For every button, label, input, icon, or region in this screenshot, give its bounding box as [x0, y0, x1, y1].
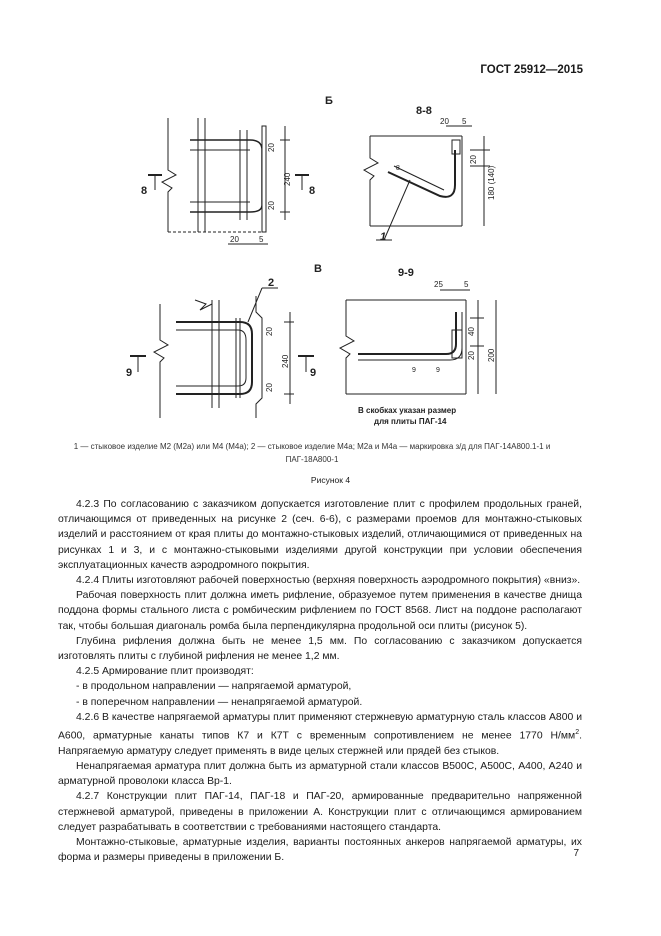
section-9-9: [340, 267, 496, 426]
dim-40-99: 40: [467, 327, 476, 336]
p426-superscript: 2: [575, 729, 580, 737]
dim-20-b2: 20: [267, 201, 276, 210]
slab-edge-88: [364, 136, 378, 226]
p426-part-a: 4.2.6 В качестве напрягаемой арматуры плит применяют стержневую арматурную сталь классов А800 и А600, арматурные канаты типов К7 и К7Т с временным сопротивлением не менее 1770 Н/мм: [58, 711, 582, 742]
mark-9-99b: 9: [436, 367, 440, 374]
dim-20-b3: 20: [230, 235, 239, 244]
section-8-8: [364, 105, 496, 243]
figure-caption: [42, 440, 582, 466]
paragraph-4-2-6: [58, 710, 582, 759]
break-top-v: [195, 300, 212, 310]
paragraph-ribbing: Рабочая поверхность плит должна иметь рифление, образуемое путем применения в качестве днища поддона формы стального листа с ромбическим рифлением по ГОСТ 8568. Лист на поддоне располагают так, чтобы большая диагональ ромба была перпендикулярна продольной оси плиты (рисунок 5).: [58, 590, 582, 632]
slab-edge-99: [340, 300, 354, 394]
paragraph-4-2-5: 4.2.5 Армирование плит производят:: [76, 666, 254, 678]
list-item-transverse: - в поперечном направлении — ненапрягаемой арматурой.: [76, 696, 363, 708]
caption-line-2: ПАГ-18А800-1: [285, 455, 339, 464]
mark-8-88: 8: [396, 165, 400, 172]
paragraph-4-2-4: 4.2.4 Плиты изготовляют рабочей поверхностью (верхняя поверхность аэродромного покрытия) «вниз».: [76, 575, 581, 587]
dim-20-88v: 20: [469, 155, 478, 164]
caption-line-1: 1 — стыковое изделие М2 (М2а) или М4 (М4а); 2 — стыковое изделие М4а; М2а и М4а — маркировка з/д для ПАГ-14А800.1-1 и: [73, 442, 551, 451]
dim-240-b: 240: [283, 172, 292, 186]
leader-1: [384, 180, 410, 240]
dim-20-v1: 20: [265, 327, 274, 336]
note-line-1: В скобках указан размер: [358, 406, 457, 415]
dim-180-88: 180 (140): [487, 165, 496, 200]
dim-20-v2: 20: [265, 383, 274, 392]
label-v: В: [314, 263, 322, 275]
label-b: Б: [325, 95, 333, 107]
embed-rod-88: [388, 150, 455, 197]
embed-rod2-99: [358, 312, 462, 360]
mark-9-99a: 9: [412, 367, 416, 374]
dim-20-99: 20: [467, 351, 476, 360]
leader-2-line: [248, 288, 262, 322]
dim-240-v: 240: [281, 354, 290, 368]
embed-part-b: [190, 140, 262, 212]
cut-8-right: 8: [309, 185, 316, 197]
paragraph-non-prestressed: Ненапрягаемая арматура плит должна быть из арматурной стали классов В500С, А500С, А400, А240 и арматурной проволоки класса Вр-1.: [58, 760, 582, 788]
dim-5-b: 5: [259, 235, 264, 244]
cut-9-left: 9: [126, 367, 133, 379]
dim-5-99: 5: [464, 280, 469, 289]
label-9-9: 9-9: [398, 267, 414, 279]
paragraph-4-2-7: 4.2.7 Конструкции плит ПАГ-14, ПАГ-18 и ПАГ-20, армированные предварительно напряженной стержневой арматурой, приведены в приложении А. Конструкции плит с отличающимся армированием следует разрабатывать в соответствии с требованиями настоящего стандарта.: [58, 791, 582, 833]
cut-8-left: 8: [141, 185, 148, 197]
page-number: 7: [573, 848, 579, 859]
figure-title: Рисунок 4: [310, 475, 351, 485]
callout-2: 2: [268, 277, 275, 289]
dim-20-88: 20: [440, 117, 449, 126]
note-line-2: для плиты ПАГ-14: [374, 417, 447, 426]
standard-designation: ГОСТ 25912—2015: [480, 64, 583, 76]
callout-1: 1: [380, 231, 387, 243]
embed-rod-99: [358, 312, 456, 354]
paragraph-depth: Глубина рифления должна быть не менее 1,5 мм. По согласованию с заказчиком допускается изготовлять плиты с глубиной рифления не менее 1,2 мм.: [58, 635, 582, 663]
plate-edge-b: [162, 118, 176, 232]
list-item-longitudinal: - в продольном направлении — напрягаемой арматурой,: [76, 681, 352, 693]
view-b: [141, 95, 333, 244]
view-v: [126, 263, 322, 418]
embed-part-v: [176, 322, 252, 394]
edge-profile-v: [256, 296, 262, 418]
plate-edge-v: [154, 304, 168, 418]
dim-20-b1: 20: [267, 143, 276, 152]
figure-4-drawing: [0, 0, 661, 440]
cut-9-right: 9: [310, 367, 317, 379]
dim-5-88: 5: [462, 117, 467, 126]
p426-part-b: . Напрягаемую арматуру следует применять в виде целых стержней или прядей без стыков.: [58, 730, 582, 757]
body-text: [58, 497, 582, 865]
paragraph-assembly: Монтажно-стыковые, арматурные изделия, варианты постоянных анкеров напрягаемой арматуры, их форма и размеры приведены в приложении Б.: [58, 836, 582, 864]
dim-200-99: 200: [487, 348, 496, 362]
dim-25-99: 25: [434, 280, 443, 289]
edge-profile-b: [262, 126, 266, 232]
paragraph-4-2-3: 4.2.3 По согласованию с заказчиком допускается изготовление плит с профилем продольных граней, отличающимся от приведенных на рисунке 2 (сеч. 6-6), с размерами проемов для монтажно-стыковых изделий и расстоянием от края плиты до монтажно-стыковых изделий, отличающимися от приведенных на рисунках 1 и 3, и с монтажно-стыковыми изделиями другой конструкции при условии обеспечения эксплуатационных качеств аэродромного покрытия.: [58, 499, 582, 571]
label-8-8: 8-8: [416, 105, 432, 117]
